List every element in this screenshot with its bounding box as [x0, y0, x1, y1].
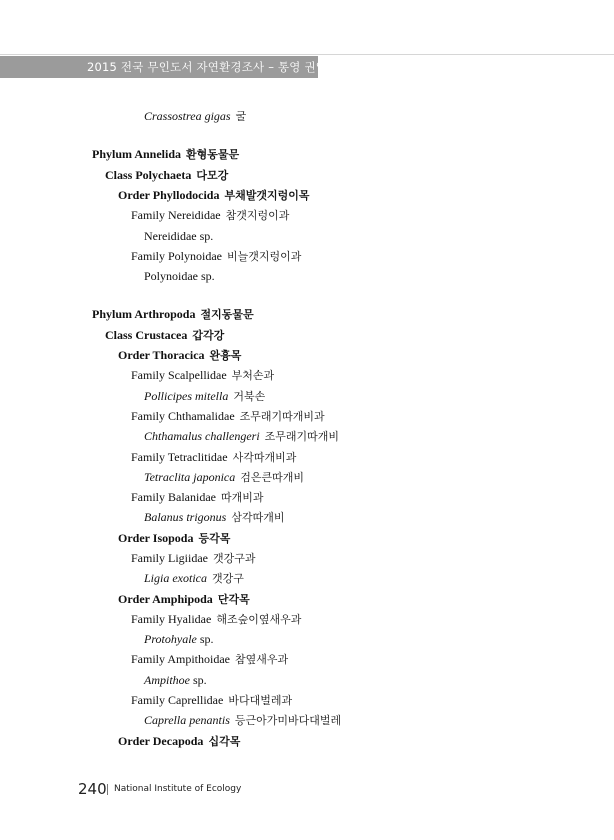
footer-publisher: National Institute of Ecology	[114, 784, 242, 794]
taxon-korean-name: 비늘갯지렁이과	[227, 250, 302, 263]
taxon-line	[131, 367, 274, 384]
taxon-korean-name: 환형동물문	[186, 148, 240, 161]
taxon-scientific-name: Order Isopoda	[118, 531, 194, 545]
taxon-line	[118, 347, 241, 364]
taxon-scientific-name: Polynoidae sp.	[144, 269, 215, 283]
page-number: 240	[78, 780, 107, 798]
taxon-korean-name: 갑각강	[192, 329, 225, 342]
taxon-korean-name: 해조숲이옆새우과	[216, 613, 302, 626]
taxon-line	[131, 550, 256, 567]
taxon-korean-name: 절지동물문	[200, 308, 254, 321]
taxon-scientific-name: Family Ligiidae	[131, 551, 208, 565]
taxon-scientific-name: Class Polychaeta	[105, 168, 192, 182]
taxon-scientific-name: Tetraclita japonica	[144, 470, 236, 484]
taxon-line	[131, 651, 288, 668]
taxon-line	[144, 509, 284, 526]
taxon-korean-name: 다모강	[196, 169, 229, 182]
taxon-korean-name: 갯강구	[212, 572, 244, 585]
taxon-scientific-name: Chthamalus challengeri	[144, 429, 260, 443]
taxon-scientific-name: Order Thoracica	[118, 348, 205, 362]
taxon-scientific-name: Family Chthamalidae	[131, 409, 235, 423]
taxon-scientific-name: Family Polynoidae	[131, 249, 222, 263]
taxon-korean-name: 검은큰따개비	[240, 471, 304, 484]
taxon-line	[131, 611, 301, 628]
taxon-scientific-name: Nereididae sp.	[144, 229, 214, 243]
taxon-line	[144, 570, 244, 587]
taxon-line	[92, 306, 254, 323]
taxon-scientific-name: Balanus trigonus	[144, 510, 227, 524]
taxon-korean-name: 등각목	[198, 532, 231, 545]
taxon-scientific-name: Ligia exotica	[144, 571, 207, 585]
taxon-line	[144, 268, 215, 284]
taxon-korean-name: 거북손	[233, 390, 266, 403]
taxon-line	[118, 733, 240, 750]
taxon-korean-name: 갯강구과	[213, 552, 256, 565]
taxon-scientific-name: Protohyale	[144, 632, 197, 646]
footer-separator	[107, 784, 108, 795]
taxon-scientific-name: Order Decapoda	[118, 734, 204, 748]
taxon-scientific-name: Phylum Annelida	[92, 147, 182, 161]
taxon-line	[131, 248, 301, 265]
taxon-korean-name: 삼각따개비	[231, 511, 285, 524]
taxon-line	[144, 108, 246, 125]
taxon-line	[144, 469, 304, 486]
taxon-korean-name: 조무래기따개비	[264, 430, 340, 443]
taxon-species-suffix: sp.	[196, 632, 214, 646]
taxon-line	[131, 449, 296, 466]
taxon-line	[144, 428, 339, 445]
taxon-korean-name: 십각목	[208, 735, 241, 748]
taxon-species-suffix: sp.	[190, 673, 207, 687]
taxon-line	[118, 530, 230, 547]
taxon-scientific-name: Pollicipes mitella	[144, 389, 229, 403]
taxon-korean-name: 등근아가미바다대벌레	[234, 714, 342, 727]
taxon-scientific-name: Family Nereididae	[131, 208, 221, 222]
taxon-scientific-name: Phylum Arthropoda	[92, 307, 196, 321]
taxon-line	[144, 631, 214, 647]
taxon-line	[105, 167, 228, 184]
taxon-scientific-name: Family Hyalidae	[131, 612, 212, 626]
taxon-scientific-name: Family Caprellidae	[131, 693, 224, 707]
taxon-korean-name: 따개비과	[220, 491, 264, 504]
taxon-line	[131, 692, 292, 709]
taxon-korean-name: 사각따개비과	[232, 451, 297, 464]
taxon-korean-name: 굴	[235, 110, 247, 123]
taxon-scientific-name: Order Phyllodocida	[118, 188, 220, 202]
taxon-line	[118, 187, 309, 204]
taxon-line	[131, 408, 325, 425]
taxon-korean-name: 단각목	[217, 593, 250, 606]
taxon-line	[92, 146, 239, 163]
running-header-title: 2015 전국 무인도서 자연환경조사 – 통영 권역	[87, 60, 328, 74]
taxon-line	[144, 228, 213, 244]
taxon-line	[144, 388, 265, 405]
taxon-scientific-name: Class Crustacea	[105, 328, 188, 342]
taxon-scientific-name: Family Ampithoidae	[131, 652, 230, 666]
taxon-line	[118, 591, 250, 608]
taxon-korean-name: 참갯지렁이과	[225, 209, 290, 222]
taxon-line	[131, 207, 289, 224]
taxon-scientific-name: Family Tetraclitidae	[131, 450, 228, 464]
taxon-scientific-name: Crassostrea gigas	[144, 109, 231, 123]
taxon-scientific-name: Family Balanidae	[131, 490, 216, 504]
taxon-scientific-name: Ampithoe	[144, 673, 190, 687]
taxon-line	[131, 489, 264, 506]
taxon-line	[105, 327, 224, 344]
taxon-scientific-name: Order Amphipoda	[118, 592, 213, 606]
taxon-scientific-name: Caprella penantis	[144, 713, 230, 727]
taxon-korean-name: 조무래기따개비과	[239, 410, 325, 423]
taxon-korean-name: 바다대벌레과	[228, 694, 293, 707]
taxon-korean-name: 부처손과	[231, 369, 275, 382]
taxon-line	[144, 672, 207, 688]
taxon-scientific-name: Family Scalpellidae	[131, 368, 227, 382]
taxon-korean-name: 부채발갯지렁이목	[224, 189, 310, 202]
taxon-korean-name: 완흉목	[209, 349, 242, 362]
taxon-korean-name: 참옆새우과	[235, 653, 289, 666]
taxon-line	[144, 712, 341, 729]
